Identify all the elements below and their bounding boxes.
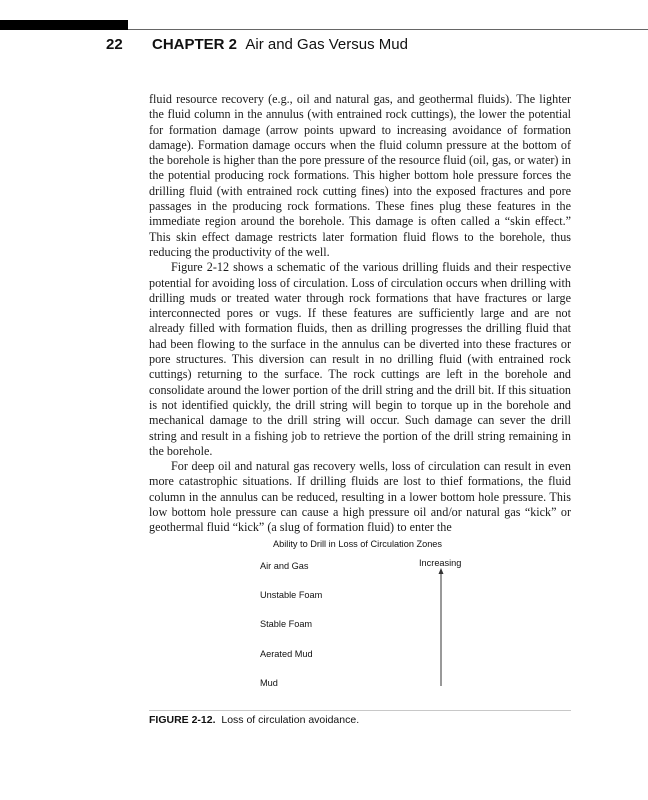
- caption-text: Loss of circulation avoidance.: [221, 714, 360, 726]
- figure-title: Ability to Drill in Loss of Circulation Zones: [273, 539, 443, 549]
- figure-2-12: [149, 530, 571, 700]
- figure-item-air-and-gas: Air and Gas: [260, 561, 309, 571]
- arrow-label: Increasing: [419, 558, 462, 568]
- figure-item-stable-foam: Stable Foam: [260, 619, 313, 629]
- figure-caption: [149, 714, 359, 726]
- caption-label: FIGURE 2-12.: [149, 714, 216, 726]
- page-number: 22: [106, 36, 123, 53]
- up-arrow-icon: [434, 568, 448, 688]
- header-bar: [0, 20, 128, 30]
- body-text: [149, 92, 571, 536]
- paragraph-2: Figure 2-12 shows a schematic of the various drilling fluids and their respective potential for avoiding loss of circulation. Loss of circulation occurs when drilling with drilling muds or treated water through rock formations that have fractures or large interconnected pores or vugs. If these features are sufficiently large and are not already filled with formation fluids, then as drilling progresses the drilling fluid that had been flowing to the surface in the annulus can be diverted into these fractures or pore structures. This diversion can result in no drilling fluid (with entrained rock cuttings) returning to the surface. The rock cuttings are left in the borehole and consolidate around the lower portion of the drill string and the drill bit. If this situation is not identified quickly, the drill string will begin to torque up in the borehole and mechanical damage to the drill string will occur. Such damage can sever the drill string and result in a fishing job to retrieve the portion of the drill string remaining in the borehole.: [149, 260, 571, 458]
- paragraph-3: For deep oil and natural gas recovery wells, loss of circulation can result in even more catastrophic situations. If drilling fluids are lost to thief formations, the fluid column in the annulus can be reduced, resulting in a lower bottom hole pressure. This low bottom hole pressure can cause a high pressure oil and/or natural gas “kick” or geothermal fluid “kick” (a slug of formation fluid) to enter the: [149, 459, 571, 535]
- figure-item-aerated-mud: Aerated Mud: [260, 649, 313, 659]
- figure-divider: [149, 710, 571, 711]
- header-rule: [128, 29, 648, 30]
- chapter-label: CHAPTER 2: [152, 36, 238, 53]
- chapter-title: Air and Gas Versus Mud: [245, 36, 408, 53]
- running-head: [152, 36, 408, 53]
- figure-item-unstable-foam: Unstable Foam: [260, 590, 323, 600]
- running-header: [0, 36, 648, 56]
- figure-item-mud: Mud: [260, 678, 278, 688]
- paragraph-1: fluid resource recovery (e.g., oil and natural gas, and geothermal fluids). The lighter the fluid column in the annulus (with entrained rock cuttings), the lower the potential for formation damage (arrow points upward to increasing avoidance of formation damage). Formation damage occurs when the fluid column pressure at the bottom of the borehole is higher than the pore pressure of the resource fluid (oil, gas, or water) in the potential producing rock formations. This higher bottom hole pressure forces the drilling fluid (with entrained rock cutting fines) into the exposed fractures and pore passages in the producing rock formations. These fines plug these features in the immediate region around the borehole. This damage is often called a “skin effect.” This skin effect damage restricts later formation fluid flows to the borehole, thus reducing the productivity of the well.: [149, 92, 571, 259]
